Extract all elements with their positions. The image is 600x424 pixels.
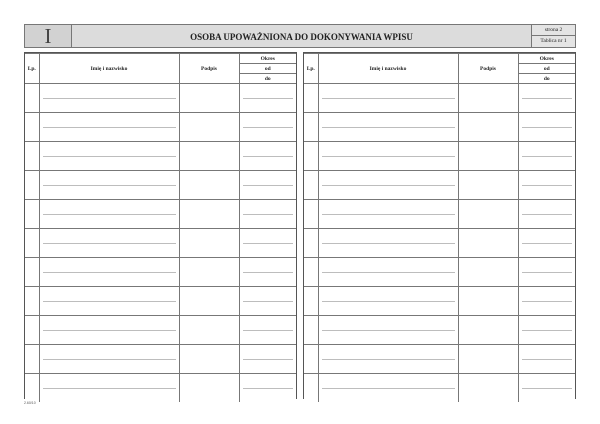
signature-cell[interactable] — [458, 374, 518, 403]
col-header-period: Okres — [518, 54, 575, 64]
table-row — [25, 287, 296, 316]
signature-cell[interactable] — [179, 142, 239, 171]
period-cell[interactable] — [518, 316, 575, 345]
signature-cell[interactable] — [179, 316, 239, 345]
name-cell[interactable] — [39, 287, 179, 316]
signature-cell[interactable] — [458, 345, 518, 374]
signature-cell[interactable] — [458, 316, 518, 345]
signature-cell[interactable] — [179, 258, 239, 287]
lp-cell[interactable] — [304, 171, 318, 200]
period-cell[interactable] — [239, 287, 296, 316]
col-header-name: Imię i nazwisko — [39, 54, 179, 84]
name-cell[interactable] — [318, 345, 458, 374]
table-row — [304, 113, 575, 142]
name-cell[interactable] — [39, 171, 179, 200]
period-cell[interactable] — [239, 258, 296, 287]
table-row — [25, 84, 296, 113]
table-row — [25, 374, 296, 403]
period-cell[interactable] — [239, 84, 296, 113]
section-numeral: I — [25, 25, 72, 47]
name-cell[interactable] — [318, 374, 458, 403]
col-header-from: od — [518, 64, 575, 74]
name-cell[interactable] — [318, 171, 458, 200]
signature-cell[interactable] — [458, 171, 518, 200]
signature-cell[interactable] — [458, 287, 518, 316]
name-cell[interactable] — [39, 84, 179, 113]
name-cell[interactable] — [39, 200, 179, 229]
table-body-left — [25, 84, 296, 403]
col-header-signature: Podpis — [458, 54, 518, 84]
table-row — [25, 316, 296, 345]
lp-cell[interactable] — [304, 374, 318, 403]
period-cell[interactable] — [239, 316, 296, 345]
signature-cell[interactable] — [179, 345, 239, 374]
period-cell[interactable] — [239, 113, 296, 142]
table-row — [304, 316, 575, 345]
table-row — [25, 171, 296, 200]
lp-cell[interactable] — [25, 171, 39, 200]
period-cell[interactable] — [239, 142, 296, 171]
signature-cell[interactable] — [458, 84, 518, 113]
period-cell[interactable] — [518, 142, 575, 171]
period-cell[interactable] — [518, 229, 575, 258]
name-cell[interactable] — [39, 113, 179, 142]
col-header-from: od — [239, 64, 296, 74]
lp-cell[interactable] — [304, 142, 318, 171]
lp-cell[interactable] — [304, 113, 318, 142]
table-row — [304, 287, 575, 316]
table-row — [304, 374, 575, 403]
signature-cell[interactable] — [458, 200, 518, 229]
table-row — [304, 200, 575, 229]
period-cell[interactable] — [518, 258, 575, 287]
signature-cell[interactable] — [458, 142, 518, 171]
lp-cell[interactable] — [304, 200, 318, 229]
table-body-right — [304, 84, 575, 403]
period-cell[interactable] — [518, 200, 575, 229]
name-cell[interactable] — [318, 316, 458, 345]
name-cell[interactable] — [318, 229, 458, 258]
name-cell[interactable] — [39, 142, 179, 171]
table-row — [304, 84, 575, 113]
period-cell[interactable] — [518, 171, 575, 200]
table-row — [304, 171, 575, 200]
table-row — [25, 142, 296, 171]
name-cell[interactable] — [39, 374, 179, 403]
signature-cell[interactable] — [179, 374, 239, 403]
period-cell[interactable] — [239, 345, 296, 374]
table-row — [304, 345, 575, 374]
table-row — [25, 258, 296, 287]
lp-cell[interactable] — [25, 84, 39, 113]
col-header-name: Imię i nazwisko — [318, 54, 458, 84]
signature-cell[interactable] — [179, 229, 239, 258]
name-cell[interactable] — [39, 345, 179, 374]
table-row — [25, 345, 296, 374]
signature-cell[interactable] — [179, 200, 239, 229]
name-cell[interactable] — [318, 84, 458, 113]
name-cell[interactable] — [39, 258, 179, 287]
signature-cell[interactable] — [458, 229, 518, 258]
col-header-lp: Lp. — [25, 54, 39, 84]
lp-cell[interactable] — [25, 345, 39, 374]
name-cell[interactable] — [318, 287, 458, 316]
form-code: 2.60/10 — [24, 401, 36, 405]
name-cell[interactable] — [39, 229, 179, 258]
table-row — [304, 142, 575, 171]
period-cell[interactable] — [239, 374, 296, 403]
period-cell[interactable] — [239, 229, 296, 258]
lp-cell[interactable] — [25, 200, 39, 229]
signature-cell[interactable] — [458, 258, 518, 287]
lp-cell[interactable] — [25, 113, 39, 142]
col-header-to: do — [239, 74, 296, 84]
period-cell[interactable] — [518, 345, 575, 374]
lp-cell[interactable] — [304, 229, 318, 258]
col-header-signature: Podpis — [179, 54, 239, 84]
col-header-lp: Lp. — [304, 54, 318, 84]
name-cell[interactable] — [318, 200, 458, 229]
lp-cell[interactable] — [25, 258, 39, 287]
entries-table-left — [24, 52, 297, 399]
page-meta — [531, 25, 575, 47]
table-row — [25, 200, 296, 229]
signature-cell[interactable] — [458, 113, 518, 142]
lp-cell[interactable] — [25, 374, 39, 403]
table-row — [304, 258, 575, 287]
lp-cell[interactable] — [25, 229, 39, 258]
lp-cell[interactable] — [25, 142, 39, 171]
name-cell[interactable] — [318, 258, 458, 287]
period-cell[interactable] — [518, 84, 575, 113]
name-cell[interactable] — [318, 142, 458, 171]
lp-cell[interactable] — [304, 316, 318, 345]
form-header — [24, 24, 576, 48]
period-cell[interactable] — [518, 287, 575, 316]
form-title: OSOBA UPOWAŻNIONA DO DOKONYWANIA WPISU — [190, 32, 413, 42]
name-cell[interactable] — [39, 316, 179, 345]
table-number-label: Tablica nr 1 — [540, 38, 567, 44]
signature-cell[interactable] — [179, 171, 239, 200]
lp-cell[interactable] — [304, 258, 318, 287]
lp-cell[interactable] — [25, 287, 39, 316]
period-cell[interactable] — [518, 113, 575, 142]
name-cell[interactable] — [318, 113, 458, 142]
table-row — [25, 229, 296, 258]
signature-cell[interactable] — [179, 84, 239, 113]
col-header-to: do — [518, 74, 575, 84]
lp-cell[interactable] — [25, 316, 39, 345]
period-cell[interactable] — [239, 171, 296, 200]
entries-table-right — [303, 52, 576, 399]
table-row — [304, 229, 575, 258]
signature-cell[interactable] — [179, 113, 239, 142]
signature-cell[interactable] — [179, 287, 239, 316]
lp-cell[interactable] — [304, 84, 318, 113]
table-row — [25, 113, 296, 142]
period-cell[interactable] — [518, 374, 575, 403]
col-header-period: Okres — [239, 54, 296, 64]
lp-cell[interactable] — [304, 287, 318, 316]
page-number-label: strona 2 — [532, 25, 575, 36]
lp-cell[interactable] — [304, 345, 318, 374]
period-cell[interactable] — [239, 200, 296, 229]
